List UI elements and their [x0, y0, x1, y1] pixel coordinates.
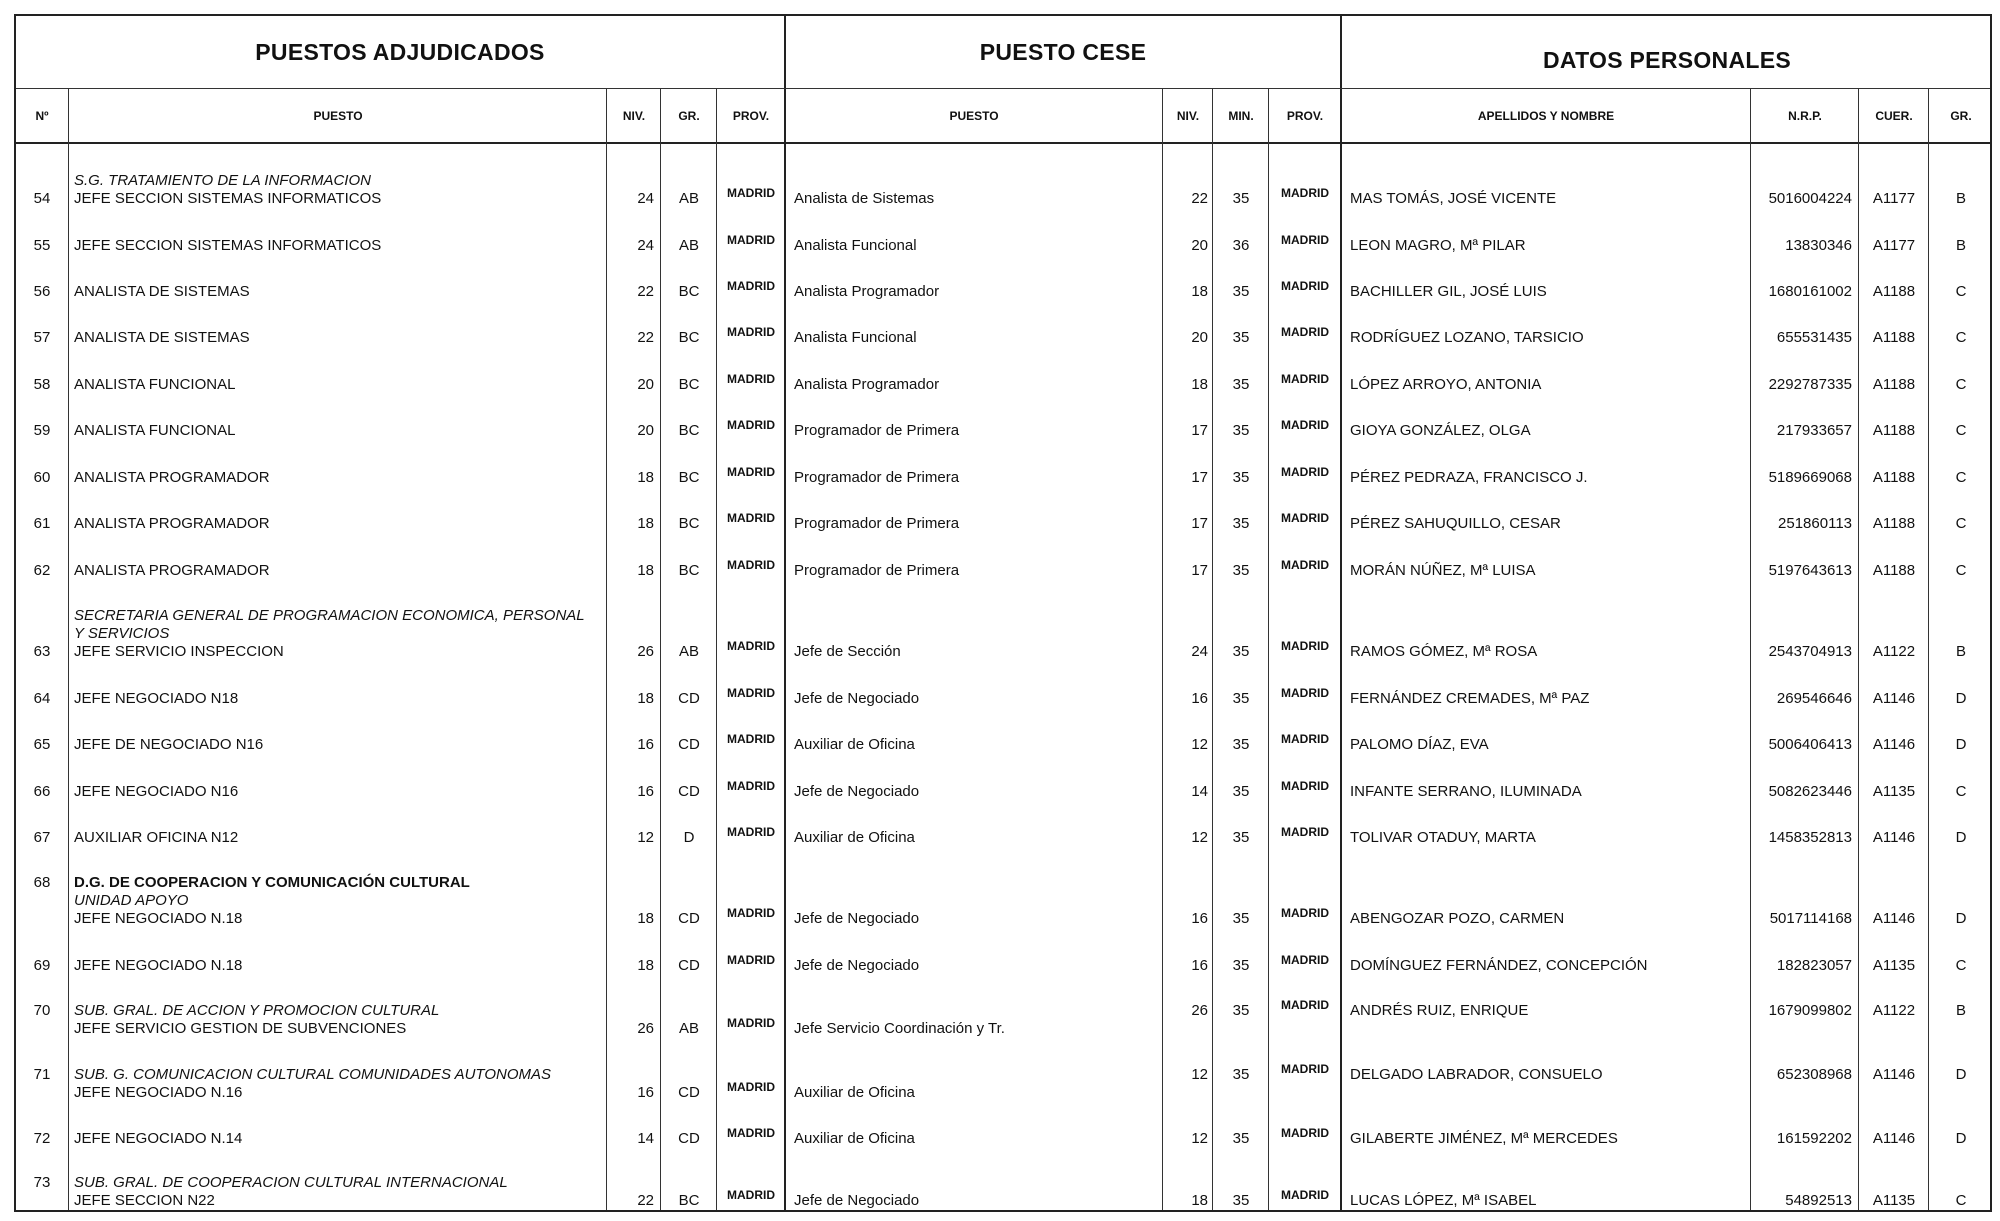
min-value: 35: [1232, 736, 1250, 753]
nombre-value: PALOMO DÍAZ, EVA: [1350, 736, 1489, 753]
row-number: 66: [33, 783, 51, 800]
row-number: 63: [33, 643, 51, 660]
nrp-value: 5006406413: [1768, 736, 1852, 753]
row-number: 55: [33, 237, 51, 254]
niv-cese-value: 18: [1191, 283, 1208, 300]
niv-cese-value: 22: [1191, 190, 1208, 207]
niv-value: 22: [637, 329, 654, 346]
niv-cese-value: 24: [1191, 643, 1208, 660]
nrp-value: 5189669068: [1768, 469, 1852, 486]
nrp-value: 5016004224: [1768, 190, 1852, 207]
niv-cese-value: 16: [1191, 910, 1208, 927]
prov-cese-value: MADRID: [1281, 233, 1329, 247]
gr-personal-value: D: [1955, 736, 1967, 753]
niv-value: 18: [637, 515, 654, 532]
gr-value: BC: [678, 283, 700, 300]
prov-cese-value: MADRID: [1281, 953, 1329, 967]
col-puesto-cese: PUESTO: [949, 109, 999, 123]
gr-value: CD: [678, 783, 700, 800]
prov-value: MADRID: [727, 186, 775, 200]
puesto-line: ANALISTA FUNCIONAL: [74, 376, 236, 393]
cuer-value: A1188: [1872, 515, 1916, 532]
puesto-line: JEFE SECCION SISTEMAS INFORMATICOS: [74, 190, 382, 207]
prov-value: MADRID: [727, 1188, 775, 1202]
unit-heading: S.G. TRATAMIENTO DE LA INFORMACION: [74, 172, 371, 189]
niv-value: 24: [637, 237, 654, 254]
col-puesto: PUESTO: [313, 109, 363, 123]
cuer-value: A1135: [1872, 1192, 1916, 1209]
puesto-value: [74, 1130, 604, 1148]
gr-value: AB: [678, 643, 699, 660]
row-number: 62: [33, 562, 51, 579]
puesto-cese-value: Auxiliar de Oficina: [794, 736, 915, 753]
nrp-value: 217933657: [1776, 422, 1852, 439]
niv-cese-value: 12: [1191, 1130, 1208, 1147]
puesto-cese-value: Jefe Servicio Coordinación y Tr.: [794, 1020, 1005, 1037]
prov-value: MADRID: [727, 825, 775, 839]
min-value: 35: [1232, 829, 1250, 846]
table-row: [16, 978, 1990, 1038]
row-number: 70: [33, 1002, 51, 1019]
unit-heading: SECRETARIA GENERAL DE PROGRAMACION ECONOMICA, PERSONAL: [74, 607, 585, 624]
puesto-line: JEFE NEGOCIADO N.18: [74, 910, 243, 927]
gr-value: AB: [678, 237, 699, 254]
unit-heading: UNIDAD APOYO: [74, 892, 189, 909]
nombre-value: PÉREZ SAHUQUILLO, CESAR: [1350, 515, 1561, 532]
col-gr: GR.: [678, 109, 700, 123]
puesto-line: JEFE NEGOCIADO N16: [74, 783, 239, 800]
niv-cese-value: 20: [1191, 237, 1208, 254]
prov-cese-value: MADRID: [1281, 825, 1329, 839]
row-number: 59: [33, 422, 51, 439]
prov-value: MADRID: [727, 465, 775, 479]
prov-value: MADRID: [727, 686, 775, 700]
prov-value: MADRID: [727, 732, 775, 746]
min-value: 35: [1232, 1130, 1250, 1147]
prov-value: MADRID: [727, 279, 775, 293]
cuer-value: A1146: [1872, 690, 1916, 707]
gr-personal-value: D: [1955, 910, 1967, 927]
prov-cese-value: MADRID: [1281, 465, 1329, 479]
prov-cese-value: MADRID: [1281, 558, 1329, 572]
niv-cese-value: 17: [1191, 422, 1208, 439]
nrp-value: 13830346: [1785, 237, 1852, 254]
min-value: 35: [1232, 376, 1250, 393]
gr-personal-value: B: [1955, 237, 1966, 254]
row-number: 61: [33, 515, 51, 532]
row-number: 60: [33, 469, 51, 486]
gr-personal-value: C: [1955, 783, 1967, 800]
prov-cese-value: MADRID: [1281, 279, 1329, 293]
puesto-cese-value: Analista Programador: [794, 283, 940, 300]
cuer-value: A1146: [1872, 1066, 1916, 1083]
gr-personal-value: D: [1955, 1066, 1967, 1083]
puesto-line: JEFE SECCION N22: [74, 1192, 215, 1209]
niv-value: 16: [637, 783, 654, 800]
prov-cese-value: MADRID: [1281, 325, 1329, 339]
puesto-cese-value: Jefe de Negociado: [794, 910, 920, 927]
min-value: 35: [1232, 469, 1250, 486]
unit-heading: SUB. GRAL. DE COOPERACION CULTURAL INTERNACIONAL: [74, 1174, 508, 1191]
col-gr-pers: GR.: [1950, 109, 1972, 123]
cuer-value: A1146: [1872, 736, 1916, 753]
table-body: [16, 16, 1990, 1210]
nrp-value: 5017114168: [1769, 910, 1852, 927]
prov-cese-value: MADRID: [1281, 418, 1329, 432]
min-value: 35: [1232, 1192, 1250, 1209]
cuer-value: A1135: [1872, 957, 1916, 974]
col-prov: PROV.: [732, 109, 770, 123]
puesto-value: [74, 829, 604, 847]
prov-cese-value: MADRID: [1281, 511, 1329, 525]
gr-value: AB: [678, 190, 699, 207]
nombre-value: PÉREZ PEDRAZA, FRANCISCO J.: [1350, 469, 1588, 486]
nrp-value: 655531435: [1776, 329, 1852, 346]
prov-value: MADRID: [727, 953, 775, 967]
puesto-value: [74, 957, 604, 975]
puesto-line: JEFE SERVICIO GESTION DE SUBVENCIONES: [74, 1020, 407, 1037]
col-num: Nº: [35, 109, 49, 123]
cuer-value: A1188: [1872, 329, 1916, 346]
puesto-cese-value: Programador de Primera: [794, 469, 960, 486]
nombre-value: MORÁN NÚÑEZ, Mª LUISA: [1350, 562, 1536, 579]
niv-value: 22: [637, 1192, 654, 1209]
min-value: 35: [1232, 190, 1250, 207]
cuer-value: A1135: [1872, 783, 1916, 800]
row-number: 65: [33, 736, 51, 753]
unit-heading: D.G. DE COOPERACION Y COMUNICACIÓN CULTURAL: [74, 874, 470, 891]
nombre-value: GIOYA GONZÁLEZ, OLGA: [1350, 422, 1531, 439]
prov-cese-value: MADRID: [1281, 186, 1329, 200]
gr-value: CD: [678, 1130, 700, 1147]
gr-personal-value: B: [1955, 190, 1966, 207]
puesto-line: JEFE NEGOCIADO N.18: [74, 957, 243, 974]
puesto-cese-value: Auxiliar de Oficina: [794, 1084, 915, 1101]
nrp-value: 251860113: [1778, 515, 1852, 532]
prov-value: MADRID: [727, 372, 775, 386]
gr-value: BC: [678, 469, 700, 486]
prov-cese-value: MADRID: [1281, 1188, 1329, 1202]
nrp-value: 5197643613: [1768, 562, 1852, 579]
nrp-value: 182823057: [1776, 957, 1852, 974]
nrp-value: 2292787335: [1768, 376, 1852, 393]
nrp-value: 5082623446: [1768, 783, 1852, 800]
cuer-value: A1122: [1872, 1002, 1916, 1019]
gr-value: BC: [678, 422, 700, 439]
puesto-cese-value: Programador de Primera: [794, 422, 960, 439]
gr-personal-value: C: [1955, 562, 1967, 579]
nrp-value: 1680161002: [1768, 283, 1852, 300]
niv-cese-value: 18: [1191, 376, 1208, 393]
prov-cese-value: MADRID: [1281, 1126, 1329, 1140]
puesto-cese-value: Jefe de Negociado: [794, 957, 920, 974]
nrp-value: 2543704913: [1768, 643, 1852, 660]
row-number: 54: [33, 190, 51, 207]
puesto-cese-value: Analista Funcional: [794, 329, 917, 346]
row-number: 56: [33, 283, 51, 300]
table-row: [16, 1088, 1990, 1148]
gr-value: CD: [678, 690, 700, 707]
puesto-line: JEFE NEGOCIADO N18: [74, 690, 239, 707]
gr-value: CD: [678, 957, 700, 974]
gr-value: CD: [678, 736, 700, 753]
niv-cese-value: 17: [1191, 562, 1208, 579]
puesto-line: JEFE DE NEGOCIADO N16: [74, 736, 264, 753]
puesto-line: ANALISTA DE SISTEMAS: [74, 329, 250, 346]
puesto-cese-value: Analista de Sistemas: [794, 190, 935, 207]
col-niv-cese: NIV.: [1176, 109, 1200, 123]
unit-heading: SUB. GRAL. DE ACCION Y PROMOCION CULTURAL: [74, 1002, 440, 1019]
cuer-value: A1188: [1872, 376, 1916, 393]
min-value: 36: [1232, 237, 1250, 254]
unit-heading: Y SERVICIOS: [74, 625, 170, 642]
row-number: 72: [33, 1130, 51, 1147]
gr-value: BC: [678, 515, 700, 532]
puesto-line: ANALISTA FUNCIONAL: [74, 422, 236, 439]
nombre-value: RODRÍGUEZ LOZANO, TARSICIO: [1350, 329, 1584, 346]
min-value: 35: [1232, 910, 1250, 927]
puesto-line: ANALISTA PROGRAMADOR: [74, 562, 270, 579]
gr-value: BC: [678, 1192, 700, 1209]
cuer-value: A1146: [1872, 1130, 1916, 1147]
puesto-value: [74, 562, 604, 580]
table-row: [16, 1150, 1990, 1210]
puesto-cese-value: Programador de Primera: [794, 562, 960, 579]
row-number: 64: [33, 690, 51, 707]
niv-value: 20: [637, 422, 654, 439]
puesto-cese-value: Analista Funcional: [794, 237, 917, 254]
gr-value: CD: [678, 910, 700, 927]
nombre-value: INFANTE SERRANO, ILUMINADA: [1350, 783, 1582, 800]
row-number: 57: [33, 329, 51, 346]
personnel-table: [14, 14, 1992, 1212]
nrp-value: 1679099802: [1768, 1002, 1852, 1019]
unit-heading: SUB. G. COMUNICACION CULTURAL COMUNIDADES AUTONOMAS: [74, 1066, 551, 1083]
gr-value: BC: [678, 376, 700, 393]
puesto-cese-value: Auxiliar de Oficina: [794, 829, 915, 846]
nombre-value: DELGADO LABRADOR, CONSUELO: [1350, 1066, 1603, 1083]
puesto-cese-value: Jefe de Negociado: [794, 690, 920, 707]
row-number: 68: [33, 874, 51, 891]
gr-personal-value: D: [1955, 1130, 1967, 1147]
nrp-value: 161592202: [1776, 1130, 1852, 1147]
prov-value: MADRID: [727, 511, 775, 525]
min-value: 35: [1232, 422, 1250, 439]
niv-value: 18: [637, 562, 654, 579]
niv-value: 18: [637, 690, 654, 707]
col-cuer: CUER.: [1875, 109, 1913, 123]
min-value: 35: [1232, 957, 1250, 974]
gr-value: D: [683, 829, 695, 846]
nombre-value: MAS TOMÁS, JOSÉ VICENTE: [1350, 190, 1557, 207]
min-value: 35: [1232, 562, 1250, 579]
niv-value: 20: [637, 376, 654, 393]
prov-value: MADRID: [727, 418, 775, 432]
nombre-value: GILABERTE JIMÉNEZ, Mª MERCEDES: [1350, 1130, 1618, 1147]
puesto-line: JEFE NEGOCIADO N.14: [74, 1130, 243, 1147]
prov-cese-value: MADRID: [1281, 732, 1329, 746]
puesto-cese-value: Auxiliar de Oficina: [794, 1130, 915, 1147]
section-title-cese: PUESTO CESE: [979, 38, 1147, 65]
niv-cese-value: 12: [1191, 736, 1208, 753]
gr-personal-value: C: [1955, 283, 1967, 300]
puesto-line: JEFE NEGOCIADO N.16: [74, 1084, 243, 1101]
niv-cese-value: 18: [1191, 1192, 1208, 1209]
prov-cese-value: MADRID: [1281, 779, 1329, 793]
gr-value: AB: [678, 1020, 699, 1037]
niv-cese-value: 12: [1191, 1066, 1208, 1083]
prov-cese-value: MADRID: [1281, 686, 1329, 700]
row-number: 69: [33, 957, 51, 974]
min-value: 35: [1232, 515, 1250, 532]
nombre-value: ABENGOZAR POZO, CARMEN: [1350, 910, 1565, 927]
row-number: 71: [33, 1066, 51, 1083]
niv-value: 12: [637, 829, 654, 846]
niv-value: 26: [637, 1020, 654, 1037]
gr-personal-value: C: [1955, 1192, 1967, 1209]
col-apellidos: APELLIDOS Y NOMBRE: [1477, 109, 1615, 123]
prov-value: MADRID: [727, 779, 775, 793]
niv-value: 16: [637, 1084, 654, 1101]
niv-cese-value: 17: [1191, 515, 1208, 532]
puesto-cese-value: Jefe de Sección: [794, 643, 901, 660]
col-min: MIN.: [1228, 109, 1254, 123]
puesto-line: ANALISTA DE SISTEMAS: [74, 283, 250, 300]
nombre-value: LEON MAGRO, Mª PILAR: [1350, 237, 1526, 254]
prov-cese-value: MADRID: [1281, 906, 1329, 920]
section-title-adjudicados: PUESTOS ADJUDICADOS: [255, 38, 545, 65]
row-number: 58: [33, 376, 51, 393]
niv-cese-value: 16: [1191, 957, 1208, 974]
cuer-value: A1146: [1872, 829, 1916, 846]
min-value: 35: [1232, 690, 1250, 707]
gr-personal-value: C: [1955, 469, 1967, 486]
col-niv: NIV.: [622, 109, 646, 123]
prov-value: MADRID: [727, 233, 775, 247]
niv-cese-value: 12: [1191, 829, 1208, 846]
gr-personal-value: C: [1955, 329, 1967, 346]
nrp-value: 54892513: [1785, 1192, 1852, 1209]
gr-personal-value: C: [1955, 422, 1967, 439]
col-prov-cese: PROV.: [1286, 109, 1324, 123]
puesto-line: JEFE SECCION SISTEMAS INFORMATICOS: [74, 237, 382, 254]
prov-cese-value: MADRID: [1281, 639, 1329, 653]
niv-value: 22: [637, 283, 654, 300]
niv-cese-value: 20: [1191, 329, 1208, 346]
nombre-value: LUCAS LÓPEZ, Mª ISABEL: [1350, 1192, 1537, 1209]
puesto-line: AUXILIAR OFICINA N12: [74, 829, 239, 846]
gr-personal-value: B: [1955, 643, 1966, 660]
prov-value: MADRID: [727, 639, 775, 653]
nombre-value: BACHILLER GIL, JOSÉ LUIS: [1350, 283, 1547, 300]
nrp-value: 652308968: [1776, 1066, 1852, 1083]
cuer-value: A1146: [1872, 910, 1916, 927]
prov-value: MADRID: [727, 1016, 775, 1030]
row-number: 67: [33, 829, 51, 846]
niv-value: 16: [637, 736, 654, 753]
prov-value: MADRID: [727, 1126, 775, 1140]
gr-personal-value: C: [1955, 376, 1967, 393]
puesto-cese-value: Jefe de Negociado: [794, 783, 920, 800]
puesto-cese-value: Jefe de Negociado: [794, 1192, 920, 1209]
puesto-value: [74, 1174, 604, 1210]
cuer-value: A1188: [1872, 562, 1916, 579]
gr-personal-value: B: [1955, 1002, 1966, 1019]
cuer-value: A1188: [1872, 469, 1916, 486]
puesto-line: ANALISTA PROGRAMADOR: [74, 515, 270, 532]
min-value: 35: [1232, 283, 1250, 300]
puesto-line: ANALISTA PROGRAMADOR: [74, 469, 270, 486]
niv-value: 18: [637, 469, 654, 486]
nombre-value: DOMÍNGUEZ FERNÁNDEZ, CONCEPCIÓN: [1350, 957, 1648, 974]
niv-value: 24: [637, 190, 654, 207]
niv-value: 18: [637, 910, 654, 927]
prov-value: MADRID: [727, 325, 775, 339]
gr-personal-value: C: [1955, 957, 1967, 974]
cuer-value: A1177: [1872, 190, 1916, 207]
min-value: 35: [1232, 1066, 1250, 1083]
niv-cese-value: 14: [1191, 783, 1208, 800]
gr-value: BC: [678, 329, 700, 346]
cuer-value: A1188: [1872, 283, 1916, 300]
table-row: [16, 915, 1990, 975]
min-value: 35: [1232, 783, 1250, 800]
col-nrp: N.R.P.: [1788, 109, 1822, 123]
cuer-value: A1177: [1872, 237, 1916, 254]
puesto-cese-value: Analista Programador: [794, 376, 940, 393]
gr-personal-value: D: [1955, 829, 1967, 846]
min-value: 35: [1232, 1002, 1250, 1019]
prov-cese-value: MADRID: [1281, 1062, 1329, 1076]
niv-value: 14: [637, 1130, 654, 1147]
row-number: 73: [33, 1174, 51, 1191]
cuer-value: A1188: [1872, 422, 1916, 439]
puesto-cese-value: Programador de Primera: [794, 515, 960, 532]
niv-cese-value: 26: [1191, 1002, 1208, 1019]
nrp-value: 1458352813: [1768, 829, 1852, 846]
niv-value: 26: [637, 643, 654, 660]
nrp-value: 269546646: [1776, 690, 1852, 707]
table-row: [16, 787, 1990, 847]
puesto-line: JEFE SERVICIO INSPECCION: [74, 643, 284, 660]
prov-cese-value: MADRID: [1281, 998, 1329, 1012]
table-row: [16, 520, 1990, 580]
prov-value: MADRID: [727, 558, 775, 572]
prov-value: MADRID: [727, 1080, 775, 1094]
section-title-personales: DATOS PERSONALES: [1542, 46, 1792, 73]
nombre-value: RAMOS GÓMEZ, Mª ROSA: [1350, 643, 1538, 660]
prov-cese-value: MADRID: [1281, 372, 1329, 386]
min-value: 35: [1232, 643, 1250, 660]
nombre-value: LÓPEZ ARROYO, ANTONIA: [1350, 376, 1542, 393]
prov-value: MADRID: [727, 906, 775, 920]
gr-value: BC: [678, 562, 700, 579]
nombre-value: ANDRÉS RUIZ, ENRIQUE: [1350, 1002, 1529, 1019]
gr-personal-value: D: [1955, 690, 1967, 707]
puesto-value: [74, 1002, 604, 1038]
min-value: 35: [1232, 329, 1250, 346]
gr-value: CD: [678, 1084, 700, 1101]
niv-cese-value: 17: [1191, 469, 1208, 486]
gr-personal-value: C: [1955, 515, 1967, 532]
nombre-value: FERNÁNDEZ CREMADES, Mª PAZ: [1350, 690, 1590, 707]
niv-value: 18: [637, 957, 654, 974]
nombre-value: TOLIVAR OTADUY, MARTA: [1350, 829, 1536, 846]
niv-cese-value: 16: [1191, 690, 1208, 707]
cuer-value: A1122: [1872, 643, 1916, 660]
